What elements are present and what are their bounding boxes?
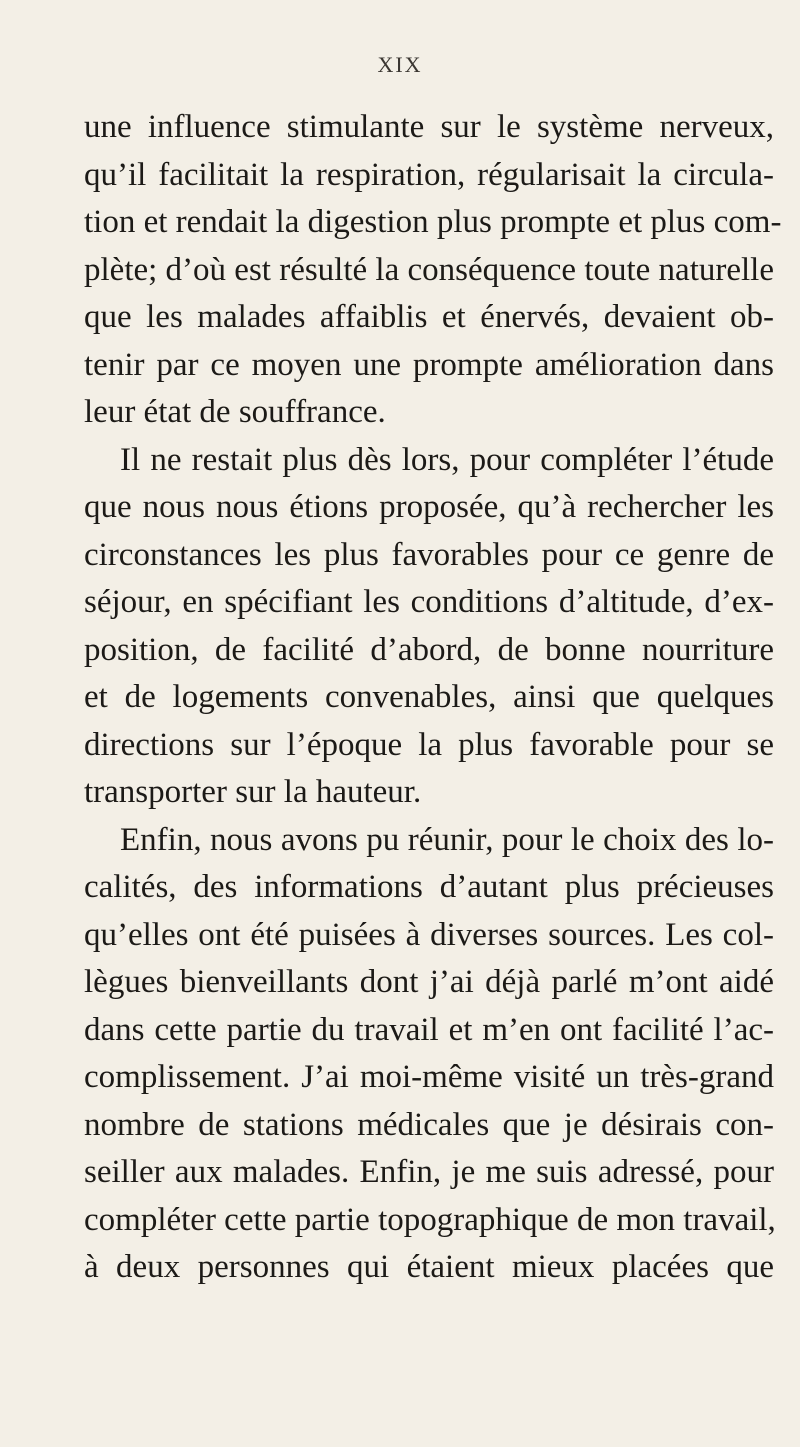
page-number: XIX xyxy=(377,52,423,77)
text-line-13: et de logements convenables, ainsi que quelques xyxy=(84,679,774,715)
text-line-18: qu’elles ont été puisées à diverses sources. Les col- xyxy=(84,916,774,953)
text-line-2: qu’il facilitait la respiration, régularisait la circula- xyxy=(84,156,774,193)
text-line-5: que les malades affaiblis et énervés, devaient ob- xyxy=(84,299,774,335)
text-line-11: séjour, en spécifiant les conditions d’altitude, d’ex- xyxy=(84,584,774,620)
text-line-6: tenir par ce moyen une prompte amélioration dans xyxy=(84,346,774,383)
text-line-22: nombre de stations médicales que je désirais con- xyxy=(84,1106,774,1143)
text-line-24: compléter cette partie topographique de mon travail, xyxy=(84,1201,776,1238)
text-line-23: seiller aux malades. Enfin, je me suis adressé, pour xyxy=(84,1154,774,1190)
text-line-16: Enfin, nous avons pu réunir, pour le choix des lo- xyxy=(120,821,774,858)
text-line-25: à deux personnes qui étaient mieux placées que xyxy=(84,1249,774,1285)
text-line-9: que nous nous étions proposée, qu’à rechercher les xyxy=(84,489,774,525)
text-line-21: complissement. J’ai moi-même visité un très-grand xyxy=(84,1059,774,1095)
text-line-10: circonstances les plus favorables pour ce genre de xyxy=(84,536,774,573)
text-line-1: une influence stimulante sur le système nerveux, xyxy=(84,109,774,145)
text-line-19: lègues bienveillants dont j’ai déjà parlé m’ont aidé xyxy=(84,964,774,1000)
body-text xyxy=(84,104,782,1292)
text-line-14: directions sur l’époque la plus favorable pour se xyxy=(84,726,774,763)
text-line-15: transporter sur la hauteur. xyxy=(84,774,422,810)
text-line-12: position, de facilité d’abord, de bonne nourriture xyxy=(84,631,774,668)
text-line-20: dans cette partie du travail et m’en ont facilité l’ac- xyxy=(84,1011,774,1048)
text-line-17: calités, des informations d’autant plus précieuses xyxy=(84,869,774,905)
text-line-3: tion et rendait la digestion plus prompte et plus com- xyxy=(84,204,782,240)
text-line-8: Il ne restait plus dès lors, pour compléter l’étude xyxy=(120,441,774,478)
text-line-4: plète; d’où est résulté la conséquence toute naturelle xyxy=(84,251,774,288)
text-line-7: leur état de souffrance. xyxy=(84,394,386,430)
